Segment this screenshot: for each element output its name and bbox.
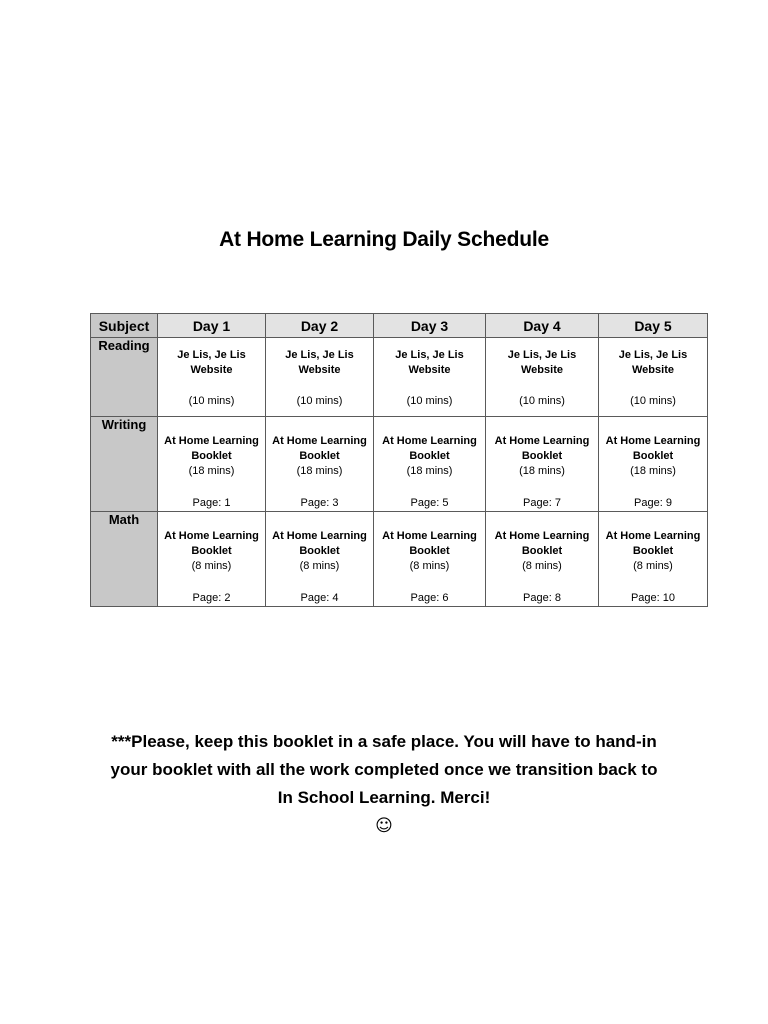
schedule-cell bbox=[486, 417, 599, 512]
activity-line: Booklet bbox=[521, 450, 563, 462]
activity-line: At Home Learning bbox=[272, 435, 367, 447]
table-row-writing bbox=[91, 417, 708, 512]
schedule-cell bbox=[374, 512, 486, 607]
day-header: Day 5 bbox=[599, 314, 708, 338]
activity-line: Booklet bbox=[191, 450, 232, 462]
schedule-cell bbox=[486, 512, 599, 607]
header-row bbox=[91, 314, 708, 338]
page-number: Page: 1 bbox=[192, 497, 231, 509]
booklet-note bbox=[0, 728, 768, 840]
schedule-cell bbox=[158, 417, 266, 512]
duration: (18 mins) bbox=[519, 465, 565, 477]
table-row-reading bbox=[91, 338, 708, 417]
day-header: Day 3 bbox=[374, 314, 486, 338]
duration: (8 mins) bbox=[409, 560, 450, 572]
subject-label: Writing bbox=[91, 417, 158, 512]
note-line-last bbox=[0, 784, 768, 840]
schedule-cell bbox=[486, 338, 599, 417]
page-number: Page: 4 bbox=[300, 592, 339, 604]
activity-line: Booklet bbox=[299, 450, 340, 462]
schedule-cell bbox=[599, 338, 708, 417]
duration: (8 mins) bbox=[299, 560, 340, 572]
duration: (18 mins) bbox=[188, 465, 235, 477]
page-number: Page: 5 bbox=[410, 497, 449, 509]
subject-label: Reading bbox=[91, 338, 158, 417]
activity-line: Booklet bbox=[299, 545, 340, 557]
activity-line: At Home Learning bbox=[164, 435, 259, 447]
schedule-cell bbox=[374, 417, 486, 512]
activity-line: Je Lis, Je Lis bbox=[285, 349, 354, 361]
activity-line: Booklet bbox=[521, 545, 563, 557]
duration: (10 mins) bbox=[519, 395, 565, 407]
schedule-cell bbox=[158, 512, 266, 607]
activity-line: Je Lis, Je Lis bbox=[618, 349, 688, 361]
page-number: Page: 7 bbox=[523, 497, 561, 509]
activity-line: At Home Learning bbox=[494, 435, 590, 447]
table-row-math bbox=[91, 512, 708, 607]
activity-line: At Home Learning bbox=[382, 530, 477, 542]
activity-line: Je Lis, Je Lis bbox=[395, 349, 464, 361]
duration: (10 mins) bbox=[296, 395, 343, 407]
duration: (18 mins) bbox=[296, 465, 343, 477]
activity-line: Website bbox=[190, 364, 233, 376]
schedule-cell bbox=[266, 417, 374, 512]
activity-line: Website bbox=[408, 364, 451, 376]
schedule-cell bbox=[266, 338, 374, 417]
page-number: Page: 2 bbox=[192, 592, 231, 604]
schedule-cell bbox=[599, 417, 708, 512]
page-number: Page: 6 bbox=[410, 592, 449, 604]
activity-line: Website bbox=[632, 364, 674, 376]
activity-line: At Home Learning bbox=[605, 435, 701, 447]
duration: (8 mins) bbox=[633, 560, 673, 572]
activity-line: Booklet bbox=[409, 545, 450, 557]
activity-line: At Home Learning bbox=[382, 435, 477, 447]
activity-line: Je Lis, Je Lis bbox=[177, 349, 246, 361]
day-header: Day 1 bbox=[158, 314, 266, 338]
activity-line: Booklet bbox=[632, 545, 674, 557]
duration: (8 mins) bbox=[522, 560, 562, 572]
day-header: Day 2 bbox=[266, 314, 374, 338]
schedule-cell bbox=[158, 338, 266, 417]
page-title: At Home Learning Daily Schedule bbox=[219, 228, 549, 251]
schedule-cell bbox=[599, 512, 708, 607]
subject-label: Math bbox=[91, 512, 158, 607]
activity-line: At Home Learning bbox=[494, 530, 590, 542]
duration: (8 mins) bbox=[191, 560, 232, 572]
activity-line: Website bbox=[298, 364, 341, 376]
activity-line: Booklet bbox=[409, 450, 450, 462]
page-number: Page: 9 bbox=[634, 497, 672, 509]
subject-header: Subject bbox=[91, 314, 158, 338]
duration: (18 mins) bbox=[406, 465, 453, 477]
duration: (10 mins) bbox=[406, 395, 453, 407]
duration: (10 mins) bbox=[188, 395, 235, 407]
schedule-cell bbox=[374, 338, 486, 417]
activity-line: Booklet bbox=[632, 450, 674, 462]
note-line: ***Please, keep this booklet in a safe place. You will have to hand-in bbox=[111, 732, 657, 751]
schedule-table bbox=[90, 313, 708, 607]
activity-line: At Home Learning bbox=[272, 530, 367, 542]
page-number: Page: 3 bbox=[300, 497, 339, 509]
schedule-cell bbox=[266, 512, 374, 607]
activity-line: At Home Learning bbox=[605, 530, 701, 542]
duration: (10 mins) bbox=[630, 395, 676, 407]
activity-line: Website bbox=[521, 364, 563, 376]
page-number: Page: 8 bbox=[523, 592, 561, 604]
activity-line: Je Lis, Je Lis bbox=[507, 349, 577, 361]
note-line-text: In School Learning. Merci! bbox=[277, 788, 491, 807]
duration: (18 mins) bbox=[630, 465, 676, 477]
day-header: Day 4 bbox=[486, 314, 599, 338]
smiley-icon: ☺ bbox=[375, 816, 393, 836]
note-line: your booklet with all the work completed once we transition back to bbox=[110, 760, 658, 779]
page-number: Page: 10 bbox=[630, 592, 676, 604]
activity-line: Booklet bbox=[191, 545, 232, 557]
activity-line: At Home Learning bbox=[164, 530, 259, 542]
